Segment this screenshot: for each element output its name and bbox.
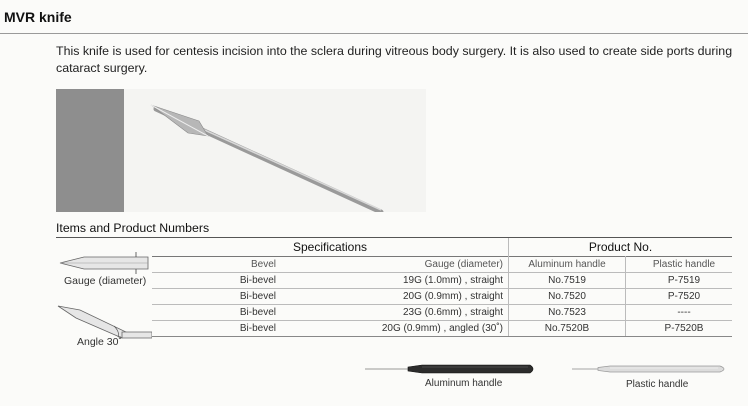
subheader-gauge: Gauge (diameter)	[276, 257, 509, 273]
cell-bevel: Bi-bevel	[152, 289, 276, 305]
cell-bevel: Bi-bevel	[152, 273, 276, 289]
cell-bevel: Bi-bevel	[152, 305, 276, 321]
plastic-handle-label: Plastic handle	[626, 379, 689, 390]
subheader-plastic: Plastic handle	[626, 257, 733, 273]
knife-blade-illustration	[56, 89, 426, 212]
gauge-diagram-label: Gauge (diameter)	[64, 275, 147, 287]
product-description: This knife is used for centesis incision into the sclera during vitreous body surgery. It is also used to create side ports during cataract surgery.	[56, 44, 733, 75]
product-table	[152, 238, 732, 337]
table-subheader-row	[152, 257, 732, 273]
cell-gauge: 23G (0.6mm) , straight	[276, 305, 509, 321]
cell-plastic-no: P-7519	[626, 273, 733, 289]
cell-plastic-no: P-7520B	[626, 321, 733, 337]
items-heading: Items and Product Numbers	[56, 221, 210, 235]
subheader-aluminum: Aluminum handle	[509, 257, 626, 273]
cell-aluminum-no: No.7519	[509, 273, 626, 289]
table-header-row	[152, 238, 732, 257]
handle-illustrations	[360, 360, 748, 406]
table-row	[152, 321, 732, 337]
cell-aluminum-no: No.7520B	[509, 321, 626, 337]
blade-diagrams	[56, 238, 152, 358]
cell-gauge: 19G (1.0mm) , straight	[276, 273, 509, 289]
cell-gauge: 20G (0.9mm) , angled (30˚)	[276, 321, 509, 337]
table-row	[152, 289, 732, 305]
cell-gauge: 20G (0.9mm) , straight	[276, 289, 509, 305]
title-divider	[0, 33, 748, 34]
cell-aluminum-no: No.7523	[509, 305, 626, 321]
handle-drawings	[360, 360, 748, 384]
cell-aluminum-no: No.7520	[509, 289, 626, 305]
cell-plastic-no: P-7520	[626, 289, 733, 305]
cell-plastic-no: ----	[626, 305, 733, 321]
angle-diagram-label: Angle 30˚	[77, 336, 122, 348]
subheader-bevel: Bevel	[152, 257, 276, 273]
page-title: MVR knife	[4, 9, 72, 25]
header-specifications: Specifications	[152, 238, 509, 257]
table-row	[152, 305, 732, 321]
knife-photo	[56, 89, 426, 212]
cell-bevel: Bi-bevel	[152, 321, 276, 337]
header-product-no: Product No.	[588, 239, 653, 254]
table-row	[152, 273, 732, 289]
aluminum-handle-label: Aluminum handle	[425, 378, 503, 389]
